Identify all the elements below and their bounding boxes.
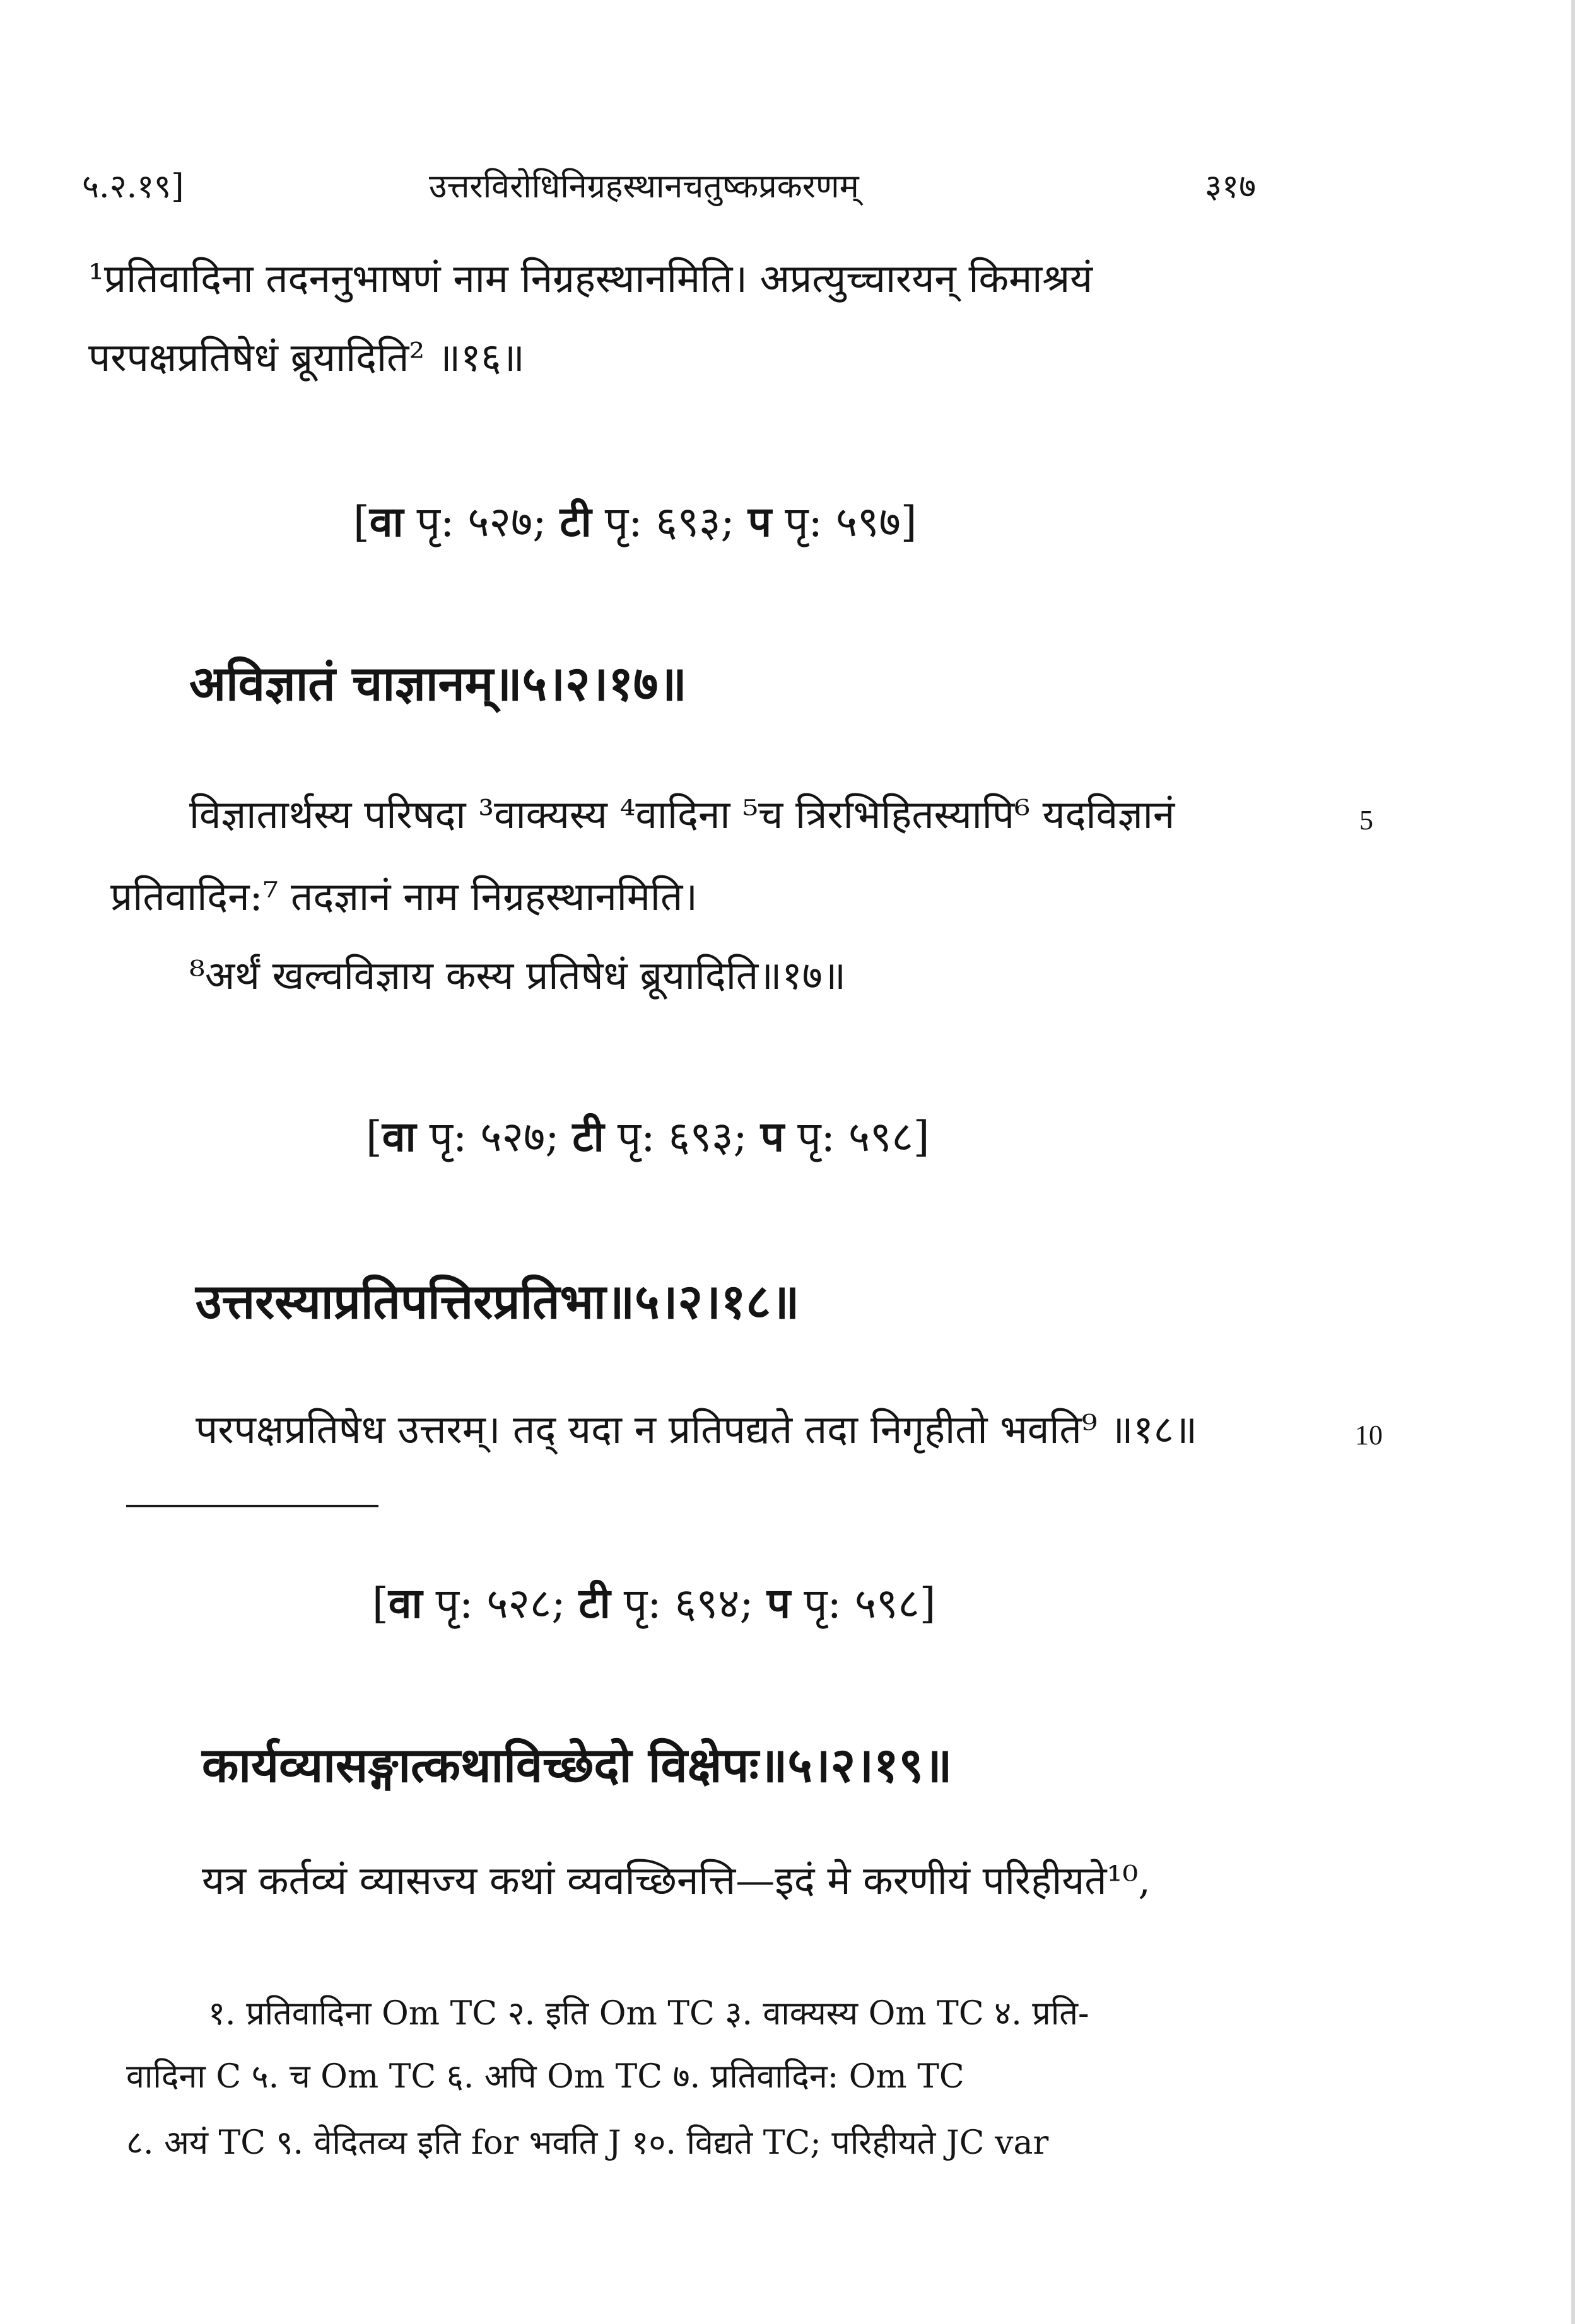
para-16-line-2: परपक्षप्रतिषेधं ब्रूयादिति² ॥१६॥ xyxy=(88,334,525,380)
header-chapter-title: उत्तरविरोधिनिग्रहस्थानचतुष्कप्रकरणम् xyxy=(429,168,859,206)
sutra-17: अविज्ञातं चाज्ञानम्॥५।२।१७॥ xyxy=(189,655,687,711)
para-19-line-1: यत्र कर्तव्यं व्यासज्य कथां व्यवच्छिनत्ति—इदं मे करणीयं परिहीयते¹⁰, xyxy=(202,1857,1151,1903)
header-page-number: ३१७ xyxy=(1205,168,1257,206)
para-16-line-1: ¹प्रतिवादिना तदननुभाषणं नाम निग्रहस्थानमिति। अप्रत्युच्चारयन् किमाश्रयं xyxy=(88,255,1093,301)
reference-17 xyxy=(366,1107,930,1164)
footnote-divider xyxy=(126,1505,378,1507)
ref-pa: प xyxy=(766,1579,791,1628)
footnotes-line-2: वादिना C ५. च Om TC ६. अपि Om TC ७. प्रतिवादिन: Om TC xyxy=(126,2058,964,2096)
footnotes-line-3: ८. अयं TC ९. वेदितव्य इति for भवति J १०. विद्यते TC; परिहीयते JC var xyxy=(126,2124,1049,2162)
ref-va: वा xyxy=(382,1112,416,1161)
ref-ti: टी xyxy=(572,1112,604,1161)
ref-ti: टी xyxy=(560,497,592,546)
reference-18 xyxy=(372,1574,936,1630)
para-18-line-1: परपक्षप्रतिषेध उत्तरम्। तद् यदा न प्रतिपद्यते तदा निगृहीतो भवति⁹ ॥१८॥ xyxy=(196,1406,1198,1452)
ref-ti: टी xyxy=(578,1579,611,1628)
ref-ti-page: पृ: ६९३; xyxy=(617,1112,747,1161)
ref-ti-page: पृ: ६९३; xyxy=(604,498,735,546)
ref-va-page: पृ: ५२८; xyxy=(435,1579,566,1628)
line-number-10: 10 xyxy=(1355,1420,1383,1451)
ref-ti-page: पृ: ६९४; xyxy=(623,1579,754,1628)
footnotes-line-1: १. प्रतिवादिना Om TC २. इति Om TC ३. वाक्यस्य Om TC ४. प्रति- xyxy=(208,1995,1089,2033)
para-17-line-1: विज्ञातार्थस्य परिषदा ³वाक्यस्य ⁴वादिना ⁵च त्रिरभिहितस्यापि⁶ यदविज्ञानं xyxy=(189,791,1175,838)
sutra-19: कार्यव्यासङ्गात्कथाविच्छेदो विक्षेपः॥५।२।१९॥ xyxy=(202,1737,952,1793)
para-17-line-2: प्रतिवादिन:⁷ तदज्ञानं नाम निग्रहस्थानमिति। xyxy=(110,873,698,920)
ref-va: वा xyxy=(388,1579,423,1628)
ref-bracket: [ xyxy=(366,1112,382,1161)
ref-va-page: पृ: ५२७; xyxy=(429,1112,560,1161)
ref-pa: प xyxy=(747,497,772,546)
ref-va: वा xyxy=(369,497,404,546)
page-binding-edge xyxy=(1571,0,1575,2324)
reference-16 xyxy=(353,492,917,549)
ref-pa-page: पृ: ५९८] xyxy=(804,1579,936,1628)
ref-pa-page: पृ: ५९८] xyxy=(797,1112,930,1161)
ref-pa-page: पृ: ५९७] xyxy=(785,498,917,546)
ref-bracket: [ xyxy=(353,498,370,546)
line-number-5: 5 xyxy=(1359,805,1373,836)
ref-va-page: पृ: ५२७; xyxy=(416,498,547,546)
header-verse-ref: ५.२.१९] xyxy=(82,168,184,206)
sutra-18: उत्तरस्याप्रतिपत्तिरप्रतिभा॥५।२।१८॥ xyxy=(196,1273,800,1329)
ref-pa: प xyxy=(760,1112,785,1161)
para-17-line-3: ⁸अर्थं खल्वविज्ञाय कस्य प्रतिषेधं ब्रूयादिति॥१७॥ xyxy=(189,952,847,998)
ref-bracket: [ xyxy=(372,1579,389,1628)
